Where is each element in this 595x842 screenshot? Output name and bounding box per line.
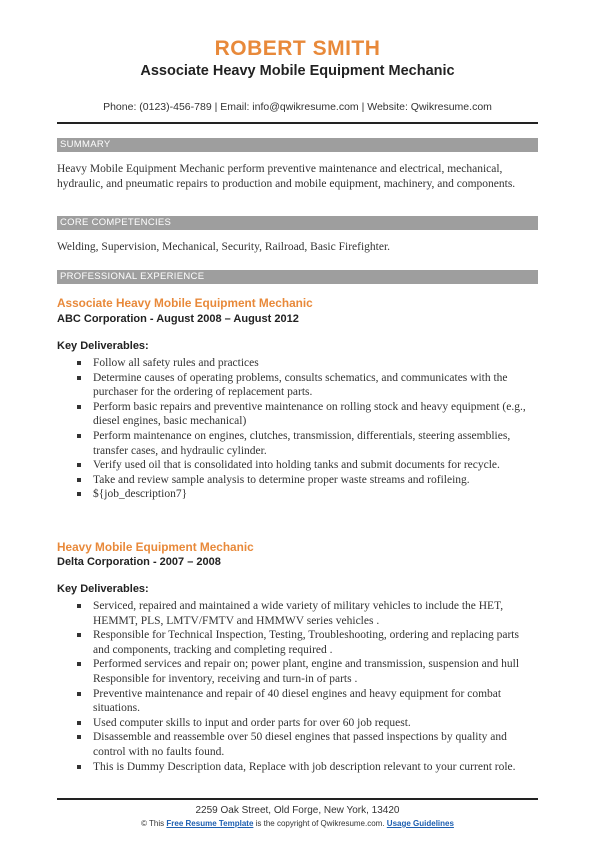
list-item: ${job_description7} xyxy=(57,487,538,502)
copyright-text: is the copyright of Qwikresume.com. xyxy=(255,819,385,828)
list-item: Determine causes of operating problems, consults schematics, and communicates with the purchaser for the ordering of replacement parts. xyxy=(57,371,538,400)
job-role: Associate Heavy Mobile Equipment Mechanic xyxy=(57,296,313,310)
candidate-job-title: Associate Heavy Mobile Equipment Mechanic xyxy=(140,63,455,79)
key-deliverables-label: Key Deliverables: xyxy=(57,583,149,595)
footer-address: 2259 Oak Street, Old Forge, New York, 13420 xyxy=(195,805,400,816)
contact-line: Phone: (0123)-456-789 | Email: info@qwikresume.com | Website: Qwikresume.com xyxy=(103,101,492,113)
list-item: Perform maintenance on engines, clutches, transmission, differentials, steering assemblies, transfer cases, and hydraulic cylinder. xyxy=(57,429,538,458)
list-item: This is Dummy Description data, Replace with job description relevant to your current role. xyxy=(57,760,538,775)
job-company: Delta Corporation - 2007 – 2008 xyxy=(57,556,221,568)
list-item: Serviced, repaired and maintained a wide variety of military vehicles to include the HET, HEMMT, PLS, LMTV/FMTV and HMMWV series vehicles . xyxy=(57,599,538,628)
job-role: Heavy Mobile Equipment Mechanic xyxy=(57,540,254,554)
experience-heading: PROFESSIONAL EXPERIENCE xyxy=(57,270,538,284)
footer-copyright xyxy=(0,819,595,828)
footer-divider xyxy=(57,798,538,800)
job-company: ABC Corporation - August 2008 – August 2012 xyxy=(57,313,299,325)
competencies-heading: CORE COMPETENCIES xyxy=(57,216,538,230)
list-item: Disassemble and reassemble over 50 diesel engines that passed inspections by quality and control with no faults found. xyxy=(57,730,538,759)
deliverables-list xyxy=(57,356,538,502)
list-item: Responsible for Technical Inspection, Testing, Troubleshooting, ordering and replacing parts and components, tracking and completing required . xyxy=(57,628,538,657)
summary-text: Heavy Mobile Equipment Mechanic perform preventive maintenance and electrical, mechanical, hydraulic, and pneumatic repairs to production and mobile equipment, machinery, and components. xyxy=(57,163,516,190)
list-item: Perform basic repairs and preventive maintenance on rolling stock and heavy equipment (e.g., diesel engines, basic mechanical) xyxy=(57,400,538,429)
copyright-prefix: © This xyxy=(141,819,165,828)
list-item: Follow all safety rules and practices xyxy=(57,356,538,371)
list-item: Take and review sample analysis to determine proper waste streams and rofileing. xyxy=(57,473,538,488)
deliverables-list xyxy=(57,599,538,774)
candidate-name: ROBERT SMITH xyxy=(214,37,381,60)
key-deliverables-label: Key Deliverables: xyxy=(57,340,149,352)
header-divider xyxy=(57,122,538,124)
list-item: Performed services and repair on; power plant, engine and transmission, suspension and hull Responsible for inventory, receiving and turn-in of parts . xyxy=(57,657,538,686)
list-item: Verify used oil that is consolidated into holding tanks and submit documents for recycle. xyxy=(57,458,538,473)
list-item: Preventive maintenance and repair of 40 diesel engines and heavy equipment for combat situations. xyxy=(57,687,538,716)
summary-heading: SUMMARY xyxy=(57,138,538,152)
free-resume-template-link[interactable]: Free Resume Template xyxy=(166,819,254,828)
list-item: Used computer skills to input and order parts for over 60 job request. xyxy=(57,716,538,731)
usage-guidelines-link[interactable]: Usage Guidelines xyxy=(386,819,454,828)
competencies-text: Welding, Supervision, Mechanical, Security, Railroad, Basic Firefighter. xyxy=(57,241,391,253)
